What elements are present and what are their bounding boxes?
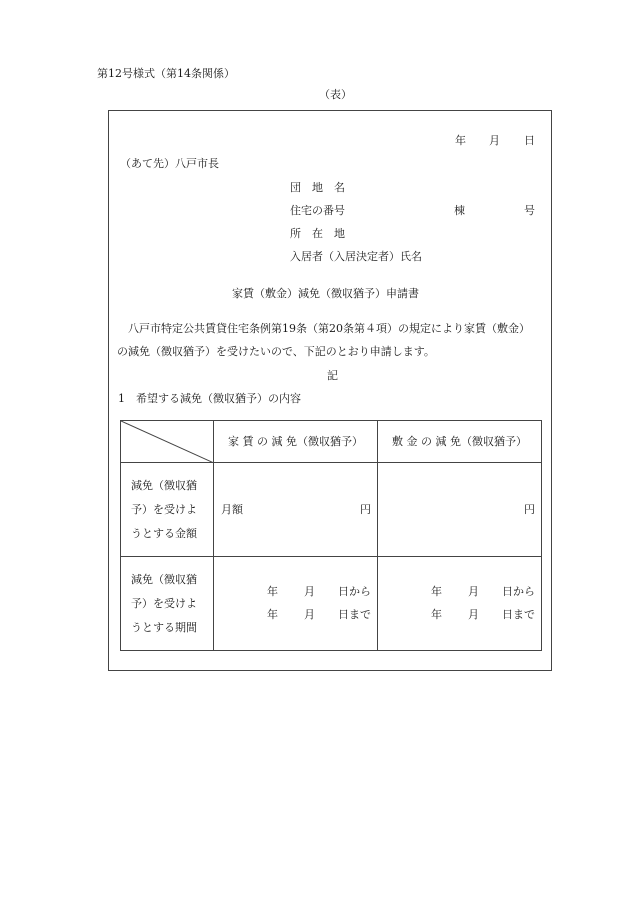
- rent-to-year: 年: [267, 608, 278, 621]
- form-side-label: （表）: [319, 88, 352, 101]
- rent-to-month: 月: [304, 608, 315, 621]
- row-label-period-line-1: 減免（徴収猶: [131, 572, 197, 586]
- row-label-amount: [121, 463, 214, 557]
- field-house-number: 住宅の番号: [290, 204, 345, 217]
- reduction-table: [120, 420, 542, 651]
- deposit-period-cell[interactable]: [378, 557, 542, 651]
- row-label-amount-line-2: 予）を受けよ: [131, 502, 197, 516]
- section-1-heading: 1 希望する減免（徴収猶予）の内容: [118, 392, 301, 405]
- body-line-2: の減免（徴収猶予）を受けたいので、下記のとおり申請します。: [117, 345, 435, 358]
- field-number-label: 号: [524, 204, 535, 217]
- monthly-amount-label: 月額: [221, 503, 243, 516]
- column-header-deposit: 敷 金 の 減 免（徴収猶予）: [378, 421, 542, 463]
- rent-from-year: 年: [267, 585, 278, 598]
- rent-period-cell[interactable]: [214, 557, 378, 651]
- rent-yen-label: 円: [360, 503, 371, 516]
- table-row-period: [121, 557, 542, 651]
- date-month-label: 月: [489, 134, 500, 147]
- deposit-yen-label: 円: [524, 503, 535, 516]
- row-label-amount-line-1: 減免（徴収猶: [131, 478, 197, 492]
- row-label-amount-line-3: うとする金額: [131, 526, 197, 540]
- table-header-row: [121, 421, 542, 463]
- form-number: 第12号様式（第14条関係）: [97, 67, 235, 80]
- row-label-period-line-2: 予）を受けよ: [131, 596, 197, 610]
- deposit-to-month: 月: [468, 608, 479, 621]
- rent-from-day: 日から: [338, 585, 371, 598]
- addressee: （あて先）八戸市長: [120, 157, 219, 170]
- rent-from-month: 月: [304, 585, 315, 598]
- deposit-from-month: 月: [468, 585, 479, 598]
- diagonal-corner-cell: [121, 421, 214, 463]
- date-day-label: 日: [524, 134, 535, 147]
- body-line-1: 八戸市特定公共賃貸住宅条例第19条（第20条第４項）の規定により家賃（敷金）: [128, 322, 530, 335]
- ki-label: 記: [327, 369, 338, 382]
- field-danchi-name: 団 地 名: [290, 181, 345, 194]
- deposit-from-year: 年: [431, 585, 442, 598]
- deposit-from-day: 日から: [502, 585, 535, 598]
- field-building-label: 棟: [454, 204, 465, 217]
- form-title: 家賃（敷金）減免（徴収猶予）申請書: [232, 287, 419, 300]
- field-location: 所 在 地: [290, 227, 345, 240]
- diagonal-line: [121, 421, 214, 463]
- deposit-amount-cell[interactable]: [378, 463, 542, 557]
- date-year-label: 年: [455, 134, 466, 147]
- table-row-amount: [121, 463, 542, 557]
- deposit-to-year: 年: [431, 608, 442, 621]
- row-label-period-line-3: うとする期間: [131, 620, 197, 634]
- column-header-rent: 家 賃 の 減 免（徴収猶予）: [214, 421, 378, 463]
- row-label-period: [121, 557, 214, 651]
- rent-to-day: 日まで: [338, 608, 371, 621]
- field-applicant-name: 入居者（入居決定者）氏名: [290, 250, 422, 263]
- deposit-to-day: 日まで: [502, 608, 535, 621]
- rent-amount-cell[interactable]: [214, 463, 378, 557]
